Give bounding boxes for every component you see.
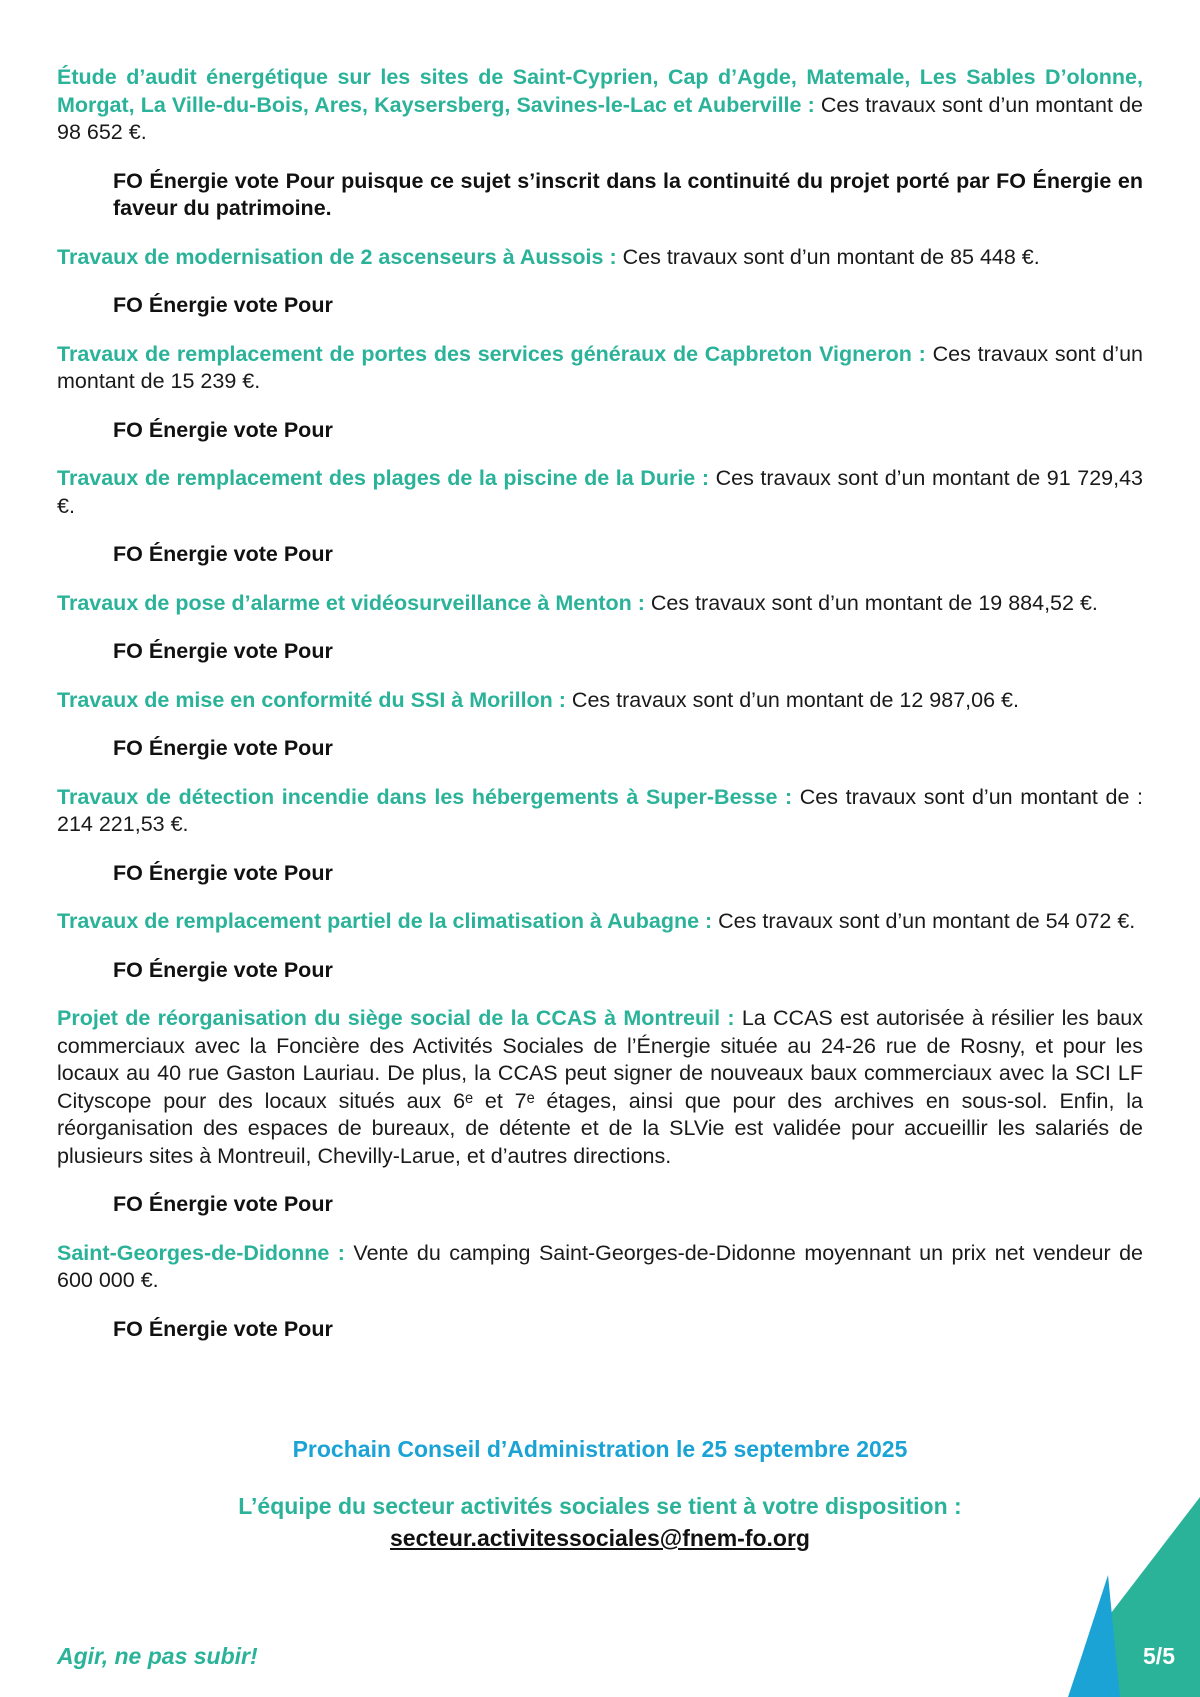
vote-statement: FO Énergie vote Pour xyxy=(113,860,333,885)
next-meeting-notice: Prochain Conseil d’Administration le 25 septembre 2025 xyxy=(292,1436,908,1462)
vote-statement: FO Énergie vote Pour xyxy=(113,542,333,566)
slogan: Agir, ne pas subir! xyxy=(57,1643,258,1669)
team-contact-line: L’équipe du secteur activités sociales se tient à votre disposition : xyxy=(238,1493,962,1519)
item-title: Projet de réorganisation du siège social de la CCAS à Montreuil xyxy=(57,1006,721,1030)
item-title: Étude d’audit énergétique sur les sites de Saint-Cyprien, Cap d’Agde, Matemale, Les Sables D’olonne, Morgat, La Ville-du-Bois, Ares, Kaysersberg, Savines-le-Lac et Auberville xyxy=(57,65,1143,117)
item-text: Ces travaux sont d’un montant de 85 448 €. xyxy=(622,244,1040,269)
agenda-item: Travaux de modernisation de 2 ascenseurs à Aussois : Ces travaux sont d’un montant de 85 448 €. xyxy=(57,244,1040,269)
item-title: Saint-Georges-de-Didonne xyxy=(57,1240,330,1265)
agenda-item: Travaux de remplacement partiel de la climatisation à Aubagne : Ces travaux sont d’un montant de 54 072 €. xyxy=(57,909,1136,933)
vote-statement: FO Énergie vote Pour xyxy=(113,957,333,982)
item-text: Ces travaux sont d’un montant de 98 652 €. xyxy=(57,92,1144,144)
item-title: Travaux de mise en conformité du SSI à Morillon xyxy=(57,687,553,712)
item-title: Travaux de détection incendie dans les hébergements à Super-Besse xyxy=(57,784,778,809)
vote-statement: FO Énergie vote Pour xyxy=(113,417,333,442)
agenda-item: Travaux de remplacement de portes des services généraux de Capbreton Vigneron : Ces travaux sont d’un montant de 15 239 €. xyxy=(57,341,1143,393)
agenda-item: Travaux de remplacement des plages de la piscine de la Durie : Ces travaux sont d’un montant de 91 729,43 €. xyxy=(57,466,1143,518)
item-title: Travaux de remplacement des plages de la piscine de la Durie xyxy=(57,466,696,490)
agenda-item: Saint-Georges-de-Didonne : Vente du camping Saint-Georges-de-Didonne moyennant un prix net vendeur de 600 000 €. xyxy=(57,1240,1144,1292)
item-title: Travaux de remplacement partiel de la climatisation à Aubagne xyxy=(57,909,700,933)
page-number: 5/5 xyxy=(1143,1643,1175,1669)
item-text: Ces travaux sont d’un montant de 54 072 €. xyxy=(718,909,1136,933)
vote-statement: FO Énergie vote Pour xyxy=(113,1192,333,1216)
item-text: Ces travaux sont d’un montant de : 214 221,53 €. xyxy=(57,784,1143,836)
item-title: Travaux de modernisation de 2 ascenseurs à Aussois xyxy=(57,244,604,269)
agenda-item: Travaux de détection incendie dans les hébergements à Super-Besse : Ces travaux sont d’un montant de : 214 221,53 €. xyxy=(57,784,1143,836)
item-text: La CCAS est autorisée à résilier les baux commerciaux avec la Foncière des Activités Sociales de l’Énergie située au 24-26 rue de Rosny, et pour les locaux au 40 rue Gaston Lauriau. De plus, la CCAS peut signer de nouveaux baux commerciaux avec la SCI LF Cityscope pour des locaux situés aux 6ᵉ et 7ᵉ étages, ainsi que pour des archives en sous-sol. Enfin, la réorganisation des espaces de bureaux, de détente et de la SLVie est validée pour accueillir les salariés de plusieurs sites à Montreuil, Chevilly-Larue, et d’autres directions. xyxy=(57,1006,1143,1168)
item-title: Travaux de pose d’alarme et vidéosurveillance à Menton xyxy=(57,590,632,615)
item-text: Ces travaux sont d’un montant de 15 239 €. xyxy=(57,341,1143,393)
document-body xyxy=(57,64,1143,1364)
agenda-item: Travaux de mise en conformité du SSI à Morillon : Ces travaux sont d’un montant de 12 987,06 €. xyxy=(57,687,1019,712)
vote-statement: FO Énergie vote Pour xyxy=(113,293,333,317)
vote-statement: FO Énergie vote Pour xyxy=(113,639,333,663)
agenda-item: Étude d’audit énergétique sur les sites de Saint-Cyprien, Cap d’Agde, Matemale, Les Sables D’olonne, Morgat, La Ville-du-Bois, Ares, Kaysersberg, Savines-le-Lac et Auberville : Ces travaux sont d’un montant de 98 652 €. xyxy=(57,65,1144,144)
vote-statement: FO Énergie vote Pour xyxy=(113,736,333,760)
item-title: Travaux de remplacement de portes des services généraux de Capbreton Vigneron xyxy=(57,341,912,366)
contact-email-link[interactable]: secteur.activitessociales@fnem-fo.org xyxy=(390,1525,810,1551)
agenda-item: Projet de réorganisation du siège social de la CCAS à Montreuil : La CCAS est autorisée à résilier les baux commerciaux avec la Foncière des Activités Sociales de l’Énergie située au 24-26 rue de Rosny, et pour les locaux au 40 rue Gaston Lauriau. De plus, la CCAS peut signer de nouveaux baux commerciaux avec la SCI LF Cityscope pour des locaux situés aux 6ᵉ et 7ᵉ étages, ainsi que pour des archives en sous-sol. Enfin, la réorganisation des espaces de bureaux, de détente et de la SLVie est validée pour accueillir les salariés de plusieurs sites à Montreuil, Chevilly-Larue, et d’autres directions. xyxy=(57,1006,1143,1168)
item-text: Vente du camping Saint-Georges-de-Didonne moyennant un prix net vendeur de 600 000 €. xyxy=(57,1240,1144,1292)
corner-shape-blue xyxy=(1068,1575,1120,1697)
item-text: Ces travaux sont d’un montant de 12 987,06 €. xyxy=(571,687,1019,712)
agenda-item: Travaux de pose d’alarme et vidéosurveillance à Menton : Ces travaux sont d’un montant de 19 884,52 €. xyxy=(57,590,1098,615)
vote-statement: FO Énergie vote Pour xyxy=(113,1316,333,1341)
item-text: Ces travaux sont d’un montant de 19 884,52 €. xyxy=(650,590,1098,615)
vote-statement: FO Énergie vote Pour puisque ce sujet s’inscrit dans la continuité du projet porté par FO Énergie en faveur du patrimoine. xyxy=(113,168,1143,220)
item-text: Ces travaux sont d’un montant de 91 729,43 €. xyxy=(57,466,1143,518)
